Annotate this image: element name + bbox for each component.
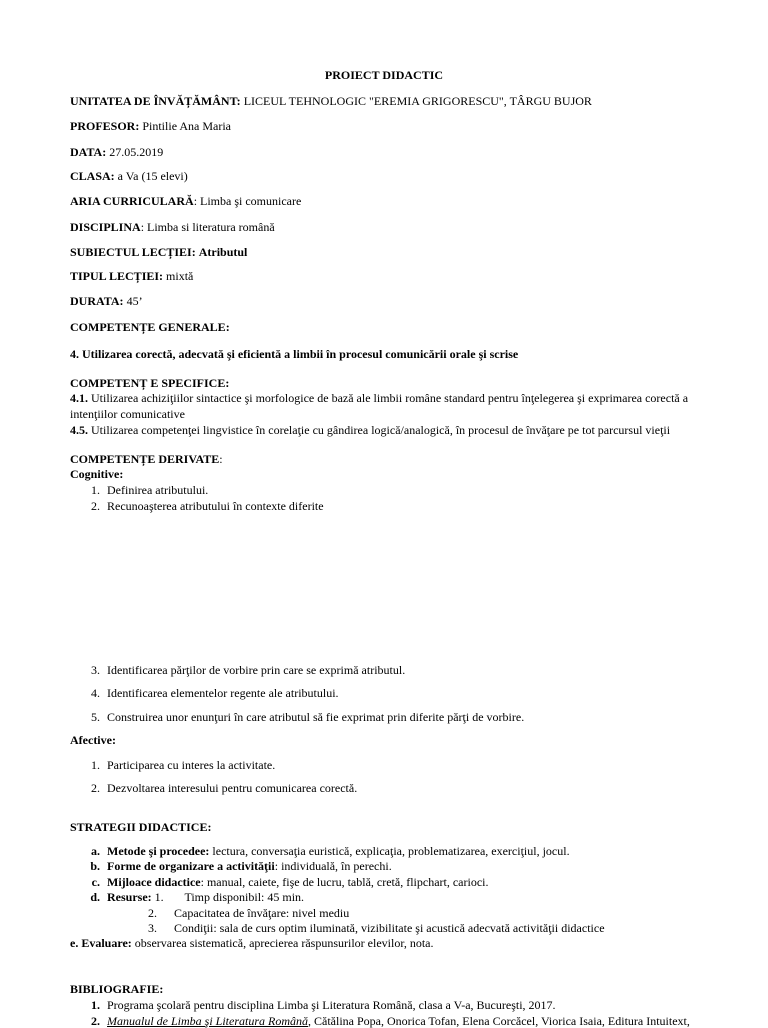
- bibliografie-item: 2. Manualul de Limba şi Literatura Română, Cătălina Popa, Onorica Tofan, Elena Corcăcel, Viorica Isaia, Editura Intuitext,: [91, 1014, 690, 1028]
- cognitive-item: 3. Identificarea părţilor de vorbire prin care se exprimă atributul.: [91, 663, 406, 677]
- field-disciplina: DISCIPLINA: Limba si literatura română: [70, 220, 275, 234]
- resurse-sub-item: 3. Condiţii: sala de curs optim iluminată, vizibilitate şi acustică adecvată activităţii didactice: [148, 921, 605, 935]
- competenta-specifica-4-1-cont: intenţiilor comunicative: [70, 407, 185, 421]
- field-profesor: PROFESOR: Pintilie Ana Maria: [70, 119, 231, 133]
- afective-item: 1. Participarea cu interes la activitate.: [91, 758, 276, 772]
- competente-derivate-heading: COMPETENȚE DERIVATE:: [70, 452, 223, 466]
- afective-item: 2. Dezvoltarea interesului pentru comunicarea corectă.: [91, 781, 358, 795]
- competenta-specifica-4-1: 4.1. Utilizarea achiziţiilor sintactice şi morfologice de bază ale limbii române standard pentru înţelegerea şi exprimarea corectă a: [70, 391, 689, 405]
- evaluare-line: e. Evaluare: observarea sistematică, aprecierea răspunsurilor elevilor, nota.: [70, 936, 434, 950]
- cognitive-item: 4. Identificarea elementelor regente ale atributului.: [91, 686, 339, 700]
- strategii-heading: STRATEGII DIDACTICE:: [70, 820, 212, 834]
- field-aria-curriculara: ARIA CURRICULARĂ: Limba şi comunicare: [70, 194, 302, 208]
- competenta-specifica-4-5: 4.5. Utilizarea competenţei lingvistice în corelaţie cu gândirea logică/analogică, în procesul de învăţare pe tot parcursul vieţii: [70, 423, 671, 437]
- cognitive-item: 2. Recunoaşterea atributului în contexte diferite: [91, 499, 324, 513]
- bibliografie-item: 1. Programa şcolară pentru disciplina Limba şi Literatura Română, clasa a V-a, Bucureşti, 2017.: [91, 998, 556, 1012]
- resurse-sub-item: 2. Capacitatea de învăţare: nivel mediu: [148, 906, 350, 920]
- field-unitatea: UNITATEA DE ÎNVĂȚĂMÂNT: LICEUL TEHNOLOGIC "EREMIA GRIGORESCU", TÂRGU BUJOR: [70, 94, 592, 108]
- strategie-item: b. Forme de organizare a activităţii: individuală, în perechi.: [90, 859, 392, 873]
- field-data: DATA: 27.05.2019: [70, 145, 164, 159]
- document-title: PROIECT DIDACTIC: [324, 68, 444, 82]
- bibliografie-heading: BIBLIOGRAFIE:: [70, 982, 164, 996]
- competente-generale-heading: COMPETENȚE GENERALE:: [70, 320, 230, 334]
- field-clasa: CLASA: a Va (15 elevi): [70, 169, 188, 183]
- afective-label: Afective:: [70, 733, 116, 747]
- cognitive-item: 5. Construirea unor enunţuri în care atributul să fie exprimat prin diferite părţi de vorbire.: [91, 710, 525, 724]
- cognitive-label: Cognitive:: [70, 467, 124, 481]
- strategie-item: d. Resurse: 1. Timp disponibil: 45 min.: [90, 890, 305, 904]
- field-durata: DURATA: 45’: [70, 294, 143, 308]
- competente-specifice-heading: COMPETENȚ E SPECIFICE:: [70, 376, 230, 390]
- cognitive-item: 1. Definirea atributului.: [91, 483, 209, 497]
- competenta-generala-4: 4. Utilizarea corectă, adecvată şi eficientă a limbii în procesul comunicării orale şi scrise: [70, 347, 519, 361]
- field-subiectul: SUBIECTUL LECȚIEI: Atributul: [70, 245, 248, 259]
- strategie-item: c. Mijloace didactice: manual, caiete, fişe de lucru, tablă, cretă, flipchart, carioci.: [91, 875, 489, 889]
- field-tipul: TIPUL LECȚIEI: mixtă: [70, 269, 194, 283]
- strategie-item: a. Metode şi procedee: lectura, conversaţia euristică, explicaţia, problematizarea, exerciţiul, jocul.: [91, 844, 570, 858]
